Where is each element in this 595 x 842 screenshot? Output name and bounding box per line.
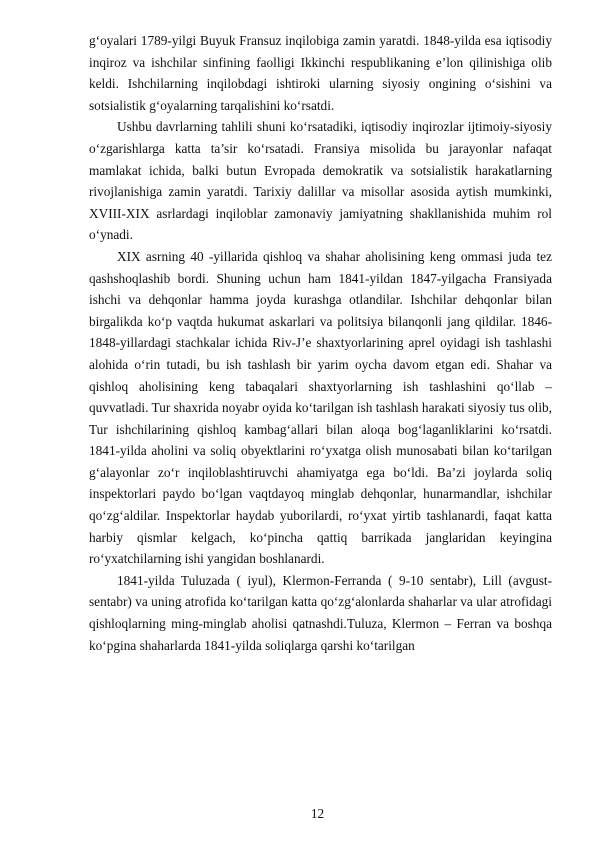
paragraph-1: g‘oyalari 1789-yilgi Buyuk Fransuz inqilobiga zamin yaratdi. 1848-yilda esa iqtisodiy inqiroz va ishchilar sinfining faolligi Ikkinchi respublikaning e’lon qilinishiga olib keldi. Ishchilarning inqilobdagi ishtiroki ularning siyosiy ongining o‘sishini va sotsialistik g‘oyalarning tarqalishini ko‘rsatdi. <box>89 33 552 113</box>
document-page <box>89 30 552 656</box>
paragraph-3: XIX asrning 40 -yillarida qishloq va shahar aholisining keng ommasi juda tez qashshoqlashib bordi. Shuning uchun ham 1841-yildan 1847-yilgacha Fransiyada ishchi va dehqonlar hamma joyda kurashga otlandilar. Ishchilar dehqonlar bilan birgalikda ko‘p vaqtda hukumat askarlari va politsiya bilanqonli jang qildilar. 1846-1848-yillardagi stachkalar ichida Riv-J’e shaxtyorlarining aprel oyidagi ish tashlashi alohida o‘rin tutadi, bu ish tashlash bir yarim oycha davom etgan edi. Shahar va qishloq aholisining keng tabaqalari shaxtyorlarning ish tashlashini qo‘llab – quvvatladi. Tur shaxrida noyabr oyida ko‘tarilgan ish tashlash harakati siyosiy tus olib, Tur ishchilarining qishloq kambag‘allari bilan aloqa bog‘laganliklarini ko‘rsatdi. 1841-yilda aholini va soliq obyektlarini ro‘yxatga olish munosabati bilan ko‘tarilgan g‘alayonlar zo‘r inqiloblashtiruvchi ahamiyatga ega bo‘ldi. Ba’zi joylarda soliq inspektorlari paydo bo‘lgan vaqtdayoq minglab dehqonlar, hunarmandlar, ishchilar qo‘zg‘aldilar. Inspektorlar haydab yuborilardi, ro‘yxat yirtib tashlanardi, faqat katta harbiy qismlar kelgach, ko‘pincha qattiq barrikada janglaridan keyingina ro‘yxatchilarning ishi yangidan boshlanardi. <box>89 248 552 567</box>
page-number: 12 <box>310 806 325 821</box>
paragraph-2: Ushbu davrlarning tahlili shuni ko‘rsatadiki, iqtisodiy inqirozlar ijtimoiy-siyosiy o‘zgarishlarga katta ta’sir ko‘rsatadi. Fransiya misolida bu jarayonlar nafaqat mamlakat ichida, balki butun Evropada demokratik va sotsialistik harakatlarning rivojlanishiga zamin yaratdi. Tarixiy dalillar va misollar asosida aytish mumkinki, XVIII-XIX asrlardagi inqiloblar zamonaviy jamiyatning shakllanishida muhim rol o‘ynadi. <box>89 119 552 243</box>
paragraph-4: 1841-yilda Tuluzada ( iyul), Klermon-Ferranda ( 9-10 sentabr), Lill (avgust-sentabr) va uning atrofida ko‘tarilgan katta qo‘zg‘alonlarda shaharlar va ular atrofidagi qishloqlarning ming-minglab aholisi qatnashdi.Tuluza, Klermon – Ferran va boshqa ko‘pgina shaharlarda 1841-yilda soliqlarga qarshi ko‘tarilgan <box>89 572 552 653</box>
